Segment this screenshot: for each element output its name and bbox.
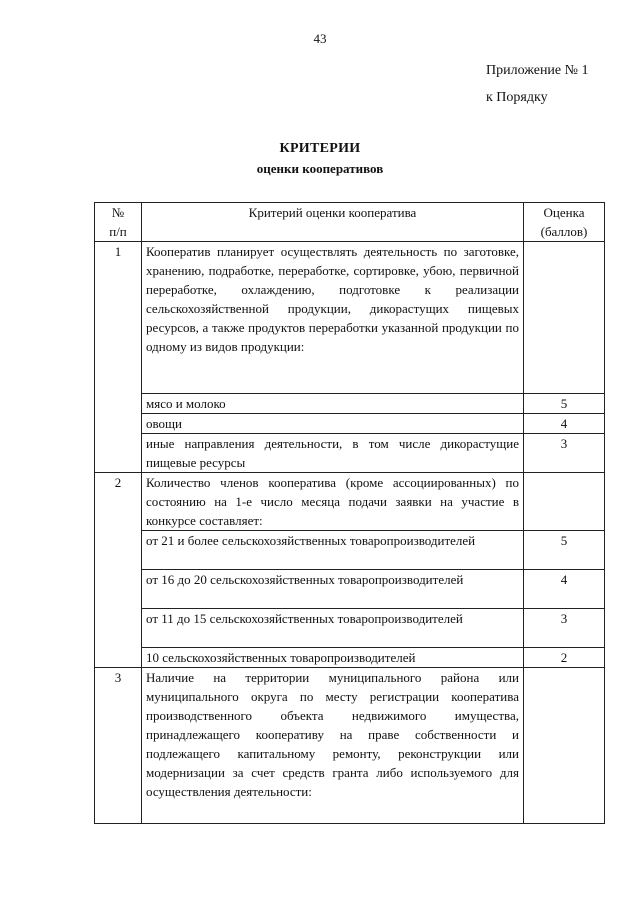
header-criterion: Критерий оценки кооператива <box>142 203 524 242</box>
page-number: 43 <box>313 31 327 46</box>
score-cell <box>524 242 605 394</box>
table-row <box>95 609 605 648</box>
table-row <box>95 570 605 609</box>
criterion-text: Наличие на территории муниципального района или муниципального округа по месту регистрации кооператива производственного объекта недвижимого имущества, принадлежащего кооперативу на праве собственности и подлежащего капитальному ремонту, реконструкции или модернизации за счет средств гранта либо используемого для осуществления деятельности: <box>142 668 524 824</box>
table-row <box>95 668 605 824</box>
header-number-line1: № <box>111 205 125 220</box>
section-number: 1 <box>95 242 142 473</box>
score-cell <box>524 473 605 531</box>
header-score-line2: (баллов) <box>540 224 588 239</box>
option-label: от 11 до 15 сельскохозяйственных товаропроизводителей <box>142 609 524 648</box>
option-label: иные направления деятельности, в том числе дикорастущие пищевые ресурсы <box>142 434 524 473</box>
section-number: 3 <box>95 668 142 824</box>
option-score: 2 <box>524 648 605 668</box>
option-score: 4 <box>524 414 605 434</box>
table-row <box>95 434 605 473</box>
table-row <box>95 394 605 414</box>
appendix-label: Приложение № 1 <box>486 63 589 78</box>
option-label: мясо и молоко <box>142 394 524 414</box>
table-row <box>95 242 605 394</box>
option-label: овощи <box>142 414 524 434</box>
document-subtitle: оценки кооперативов <box>256 161 384 176</box>
option-score: 5 <box>524 394 605 414</box>
option-score: 5 <box>524 531 605 570</box>
table-row <box>95 414 605 434</box>
criterion-text: Количество членов кооператива (кроме ассоциированных) по состоянию на 1-е число месяца подачи заявки на участие в конкурсе составляет: <box>142 473 524 531</box>
option-score: 3 <box>524 434 605 473</box>
header-score <box>524 203 605 242</box>
section-number: 2 <box>95 473 142 668</box>
criterion-text <box>142 242 524 394</box>
header-number <box>95 203 142 242</box>
option-score: 4 <box>524 570 605 609</box>
table-row <box>95 473 605 531</box>
criterion-text-body: Кооператив планирует осуществлять деятельность по заготовке, хранению, подработке, переработке, сортировке, убою, первичной переработке, охлаждению, подготовке к реализации сельскохозяйственной продукции, дикорастущих пищевых ресурсов, а также продуктов переработки указанной продукции по одному из видов продукции: <box>146 244 519 354</box>
table-header-row <box>95 203 605 242</box>
criteria-table <box>94 202 605 824</box>
option-label: от 16 до 20 сельскохозяйственных товаропроизводителей <box>142 570 524 609</box>
document-title: КРИТЕРИИ <box>279 141 361 156</box>
option-score: 3 <box>524 609 605 648</box>
header-score-line1: Оценка <box>543 205 585 220</box>
table-row <box>95 648 605 668</box>
table-row <box>95 531 605 570</box>
option-label: 10 сельскохозяйственных товаропроизводителей <box>142 648 524 668</box>
score-cell <box>524 668 605 824</box>
appendix-reference: к Порядку <box>486 90 548 105</box>
header-number-line2: п/п <box>109 224 127 239</box>
option-label: от 21 и более сельскохозяйственных товаропроизводителей <box>142 531 524 570</box>
